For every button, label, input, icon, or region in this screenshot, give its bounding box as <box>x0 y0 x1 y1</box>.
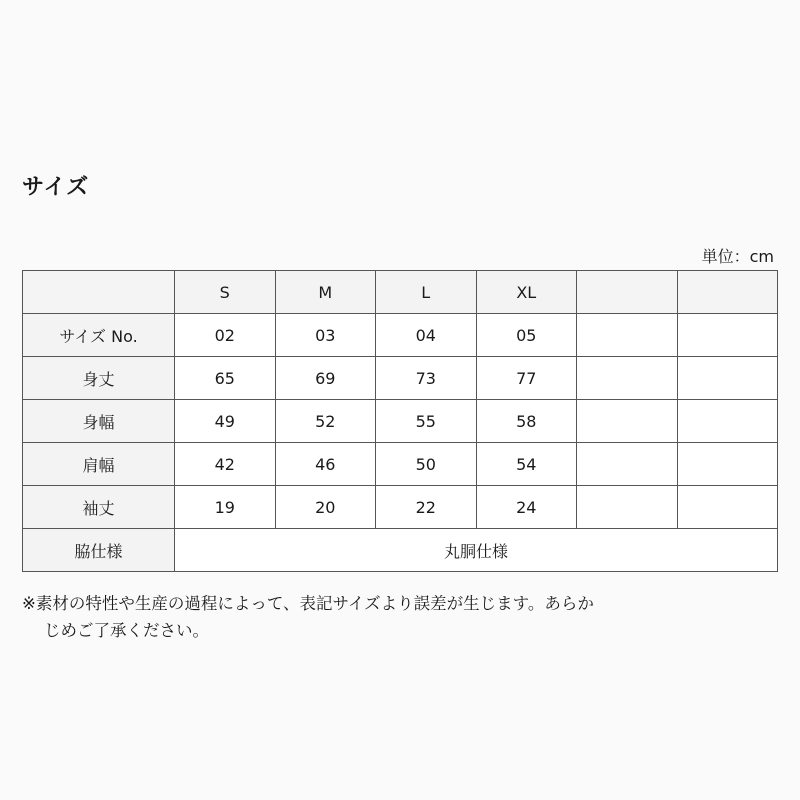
page-title: サイズ <box>22 175 90 200</box>
side-spec-value: 丸胴仕様 <box>175 529 778 572</box>
table-cell: 55 <box>376 400 477 443</box>
size-table <box>22 270 778 572</box>
table-cell: 50 <box>376 443 477 486</box>
table-cell-blank <box>677 486 778 529</box>
table-cell: 02 <box>175 314 276 357</box>
table-row-sleeve-length <box>23 486 778 529</box>
table-cell: 69 <box>275 357 376 400</box>
header-cell-s: S <box>175 271 276 314</box>
disclaimer-note <box>22 590 782 644</box>
table-cell-blank <box>577 314 678 357</box>
table-cell: 03 <box>275 314 376 357</box>
table-cell-blank <box>677 400 778 443</box>
table-cell-blank <box>577 400 678 443</box>
table-row-body-width <box>23 400 778 443</box>
table-cell: 54 <box>476 443 577 486</box>
header-cell-m: M <box>275 271 376 314</box>
table-cell: 58 <box>476 400 577 443</box>
table-row-side-spec <box>23 529 778 572</box>
row-label: 身幅 <box>23 400 175 443</box>
header-corner-cell <box>23 271 175 314</box>
header-cell-xl: XL <box>476 271 577 314</box>
table-row-size-no <box>23 314 778 357</box>
table-cell: 65 <box>175 357 276 400</box>
row-label: 脇仕様 <box>23 529 175 572</box>
table-cell: 05 <box>476 314 577 357</box>
table-header-row <box>23 271 778 314</box>
header-cell-l: L <box>376 271 477 314</box>
row-label: 身丈 <box>23 357 175 400</box>
table-cell-blank <box>677 314 778 357</box>
table-cell: 24 <box>476 486 577 529</box>
table-cell: 04 <box>376 314 477 357</box>
table-cell-blank <box>577 486 678 529</box>
unit-label: 単位：cm <box>701 247 774 266</box>
table-cell: 52 <box>275 400 376 443</box>
table-cell: 73 <box>376 357 477 400</box>
table-row-body-length <box>23 357 778 400</box>
row-label: 肩幅 <box>23 443 175 486</box>
table-cell: 22 <box>376 486 477 529</box>
note-line-2: じめご了承ください。 <box>44 621 209 640</box>
table-row-shoulder-width <box>23 443 778 486</box>
table-cell: 42 <box>175 443 276 486</box>
note-line-1: ※素材の特性や生産の過程によって、表記サイズより誤差が生じます。あらか <box>22 594 594 613</box>
row-label: 袖丈 <box>23 486 175 529</box>
table-cell-blank <box>677 443 778 486</box>
header-cell-blank <box>577 271 678 314</box>
table-cell-blank <box>577 443 678 486</box>
header-cell-blank <box>677 271 778 314</box>
table-cell: 77 <box>476 357 577 400</box>
table-cell-blank <box>577 357 678 400</box>
table-cell: 46 <box>275 443 376 486</box>
table-cell: 19 <box>175 486 276 529</box>
table-cell: 20 <box>275 486 376 529</box>
table-cell: 49 <box>175 400 276 443</box>
row-label: サイズ No. <box>23 314 175 357</box>
table-cell-blank <box>677 357 778 400</box>
